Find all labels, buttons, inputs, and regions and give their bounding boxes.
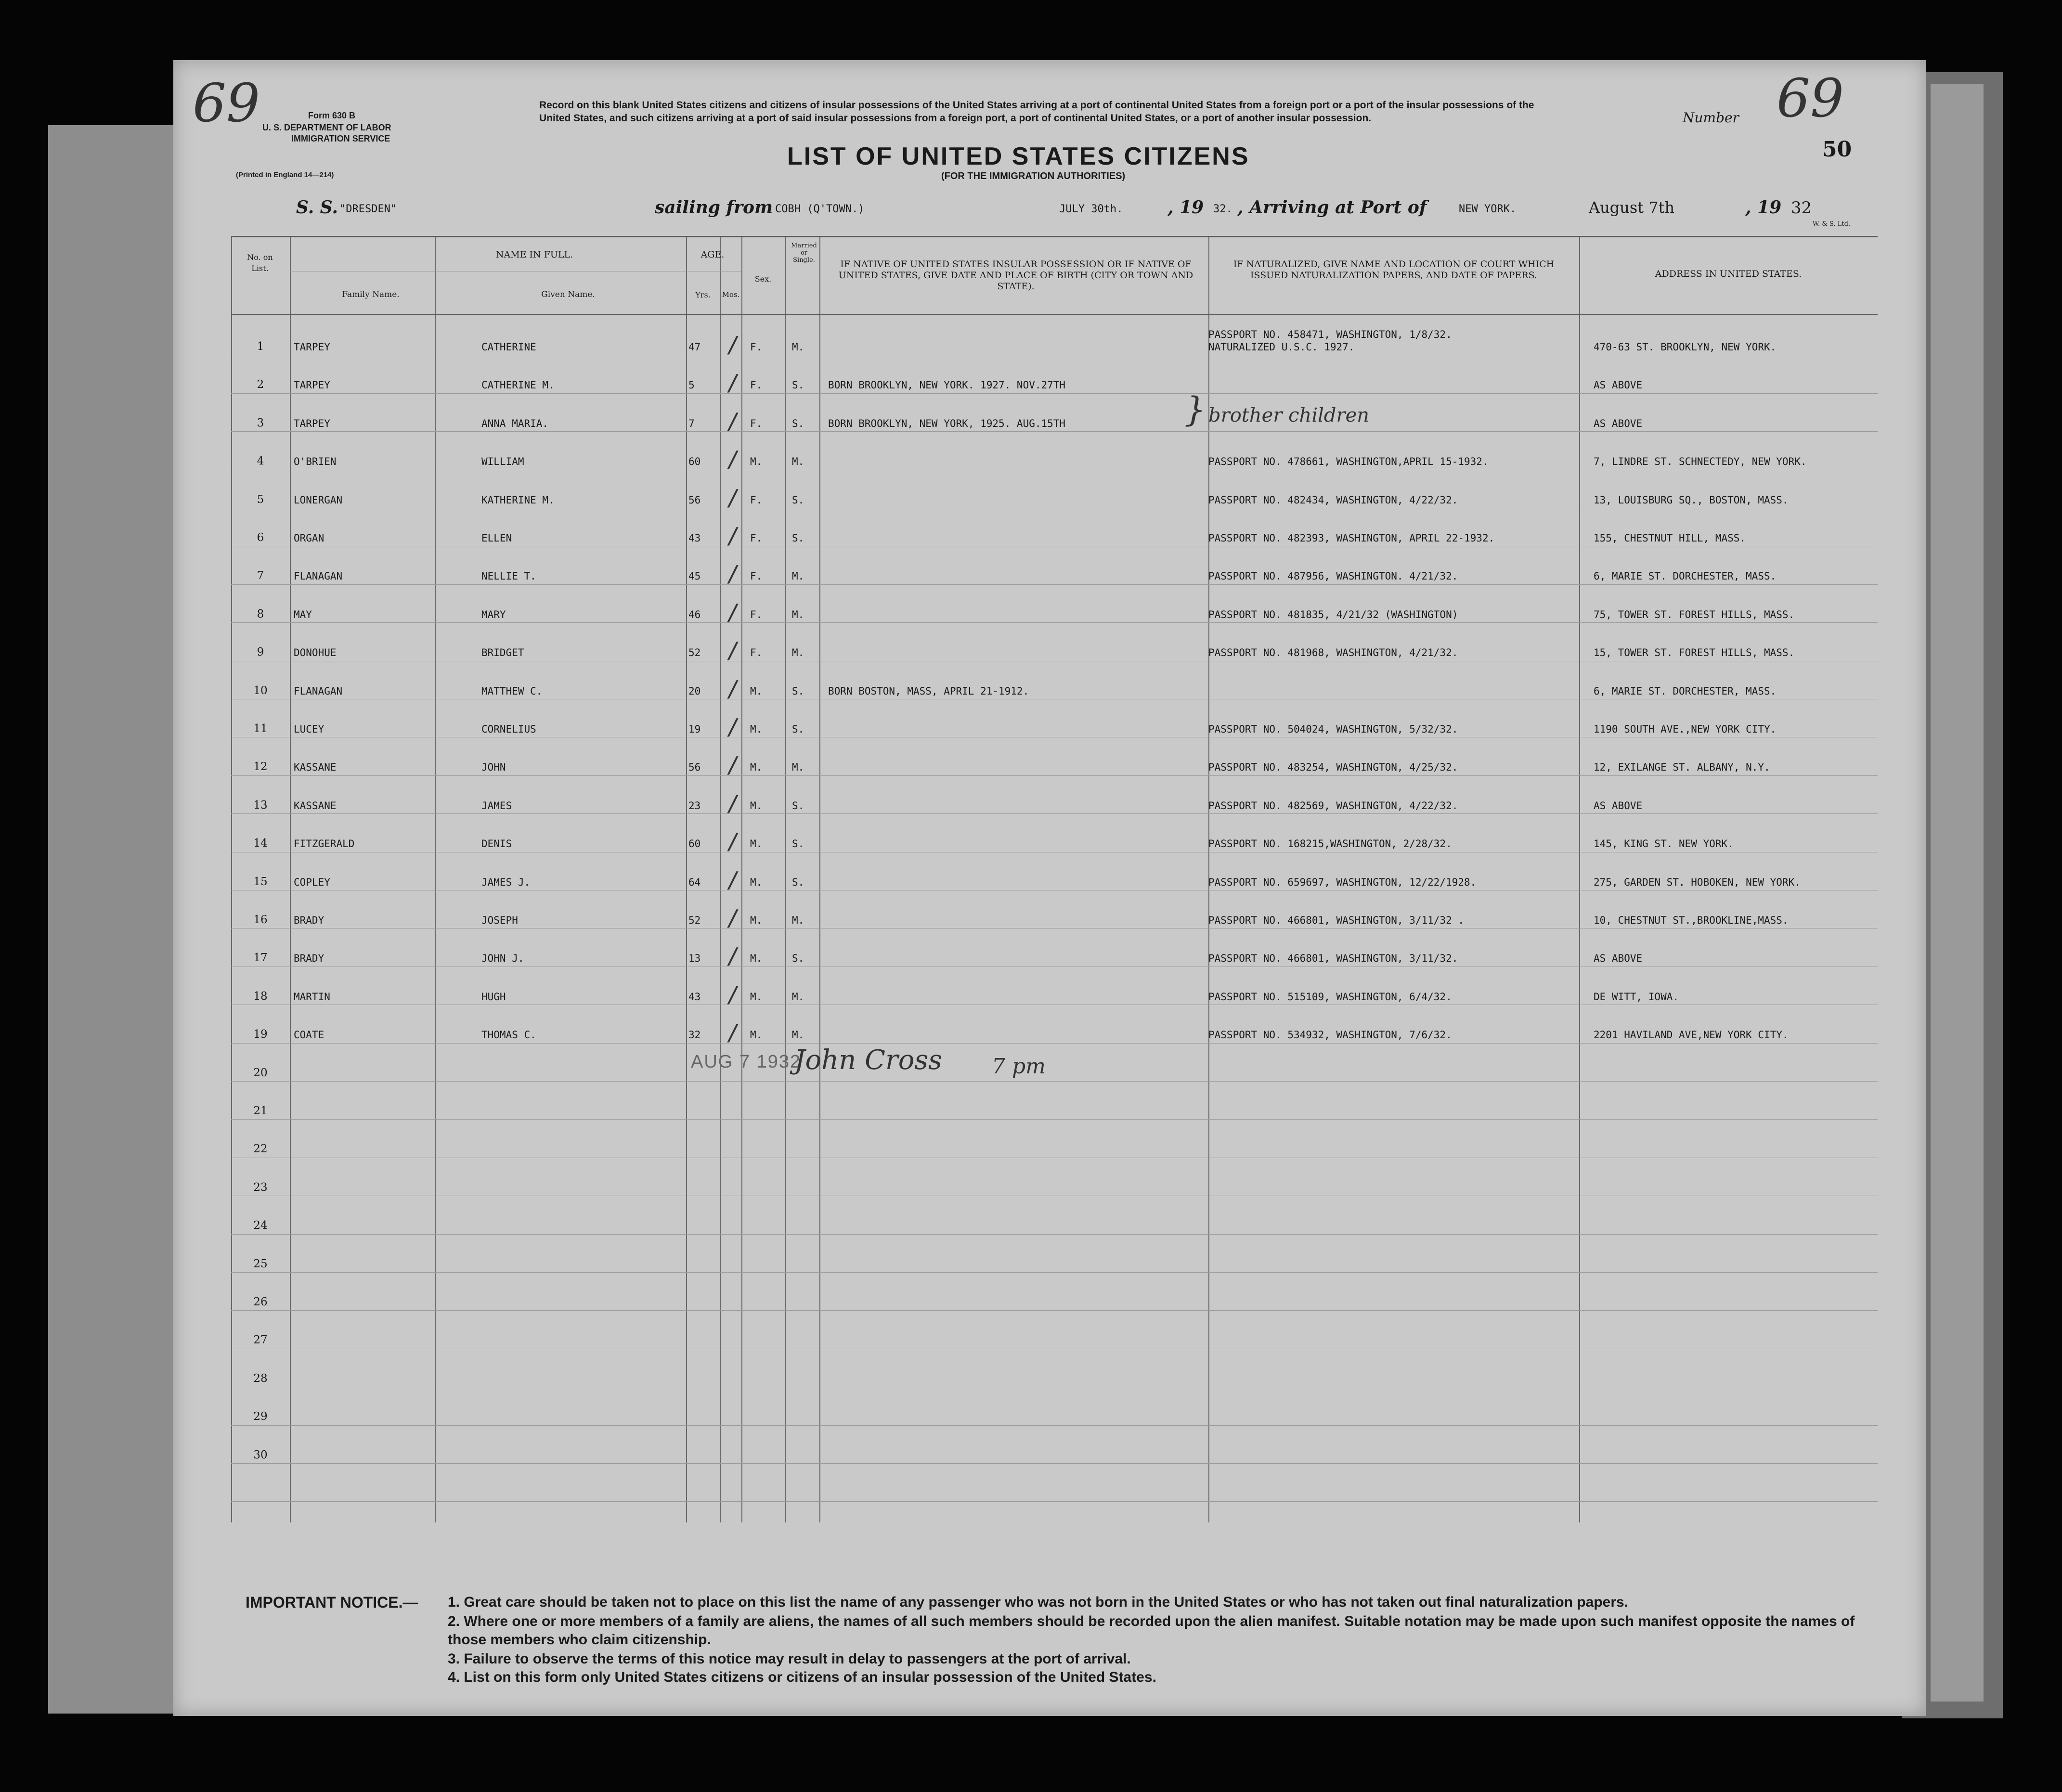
row-number: 24 (253, 1219, 268, 1232)
table-row-empty (231, 1200, 1878, 1238)
sex: M. (750, 685, 763, 697)
table-row (231, 398, 1878, 436)
sailing-label: sailing from (655, 197, 773, 218)
family-name: FLANAGAN (294, 570, 343, 582)
arrival-date: August 7th (1589, 198, 1675, 217)
row-number: 30 (253, 1448, 268, 1461)
table-row (231, 780, 1878, 818)
us-address: AS ABOVE (1594, 799, 1643, 812)
sex: M. (750, 1029, 763, 1041)
age: 7 (688, 417, 695, 429)
age: 64 (688, 876, 701, 888)
family-name: MARTIN (294, 991, 330, 1003)
form-number: Form 630 B (308, 111, 356, 120)
page-number-handwritten-left: 69 (193, 72, 260, 134)
family-name: LONERGAN (294, 494, 343, 506)
given-name: KATHERINE M. (481, 494, 555, 506)
table-row-empty (231, 1315, 1878, 1353)
marital-status: S. (792, 799, 804, 812)
table-row-empty (231, 1430, 1878, 1468)
family-name: COPLEY (294, 876, 330, 888)
rule-line (231, 1463, 1878, 1464)
row-number: 19 (253, 1028, 268, 1041)
marital-status: S. (792, 379, 804, 391)
table-row (231, 933, 1878, 971)
us-address: 6, MARIE ST. DORCHESTER, MASS. (1594, 570, 1777, 582)
family-name: ORGAN (294, 532, 324, 544)
rule-line (231, 775, 1878, 776)
marital-status: S. (792, 723, 804, 735)
marital-status: S. (792, 532, 804, 544)
given-name: WILLIAM (481, 456, 524, 468)
notice-item-4: 4. List on this form only United States citizens or citizens of an insular possession of the United States. (448, 1669, 1156, 1685)
family-name: FITZGERALD (294, 838, 355, 850)
marital-status: M. (792, 647, 804, 659)
table-row (231, 742, 1878, 780)
us-address: AS ABOVE (1594, 953, 1643, 965)
row-number: 14 (253, 837, 268, 850)
naturalization-papers: PASSPORT NO. 168215,WASHINGTON, 2/28/32. (1208, 838, 1452, 850)
table-row (231, 322, 1878, 360)
age: 45 (688, 570, 701, 582)
row-number: 1 (257, 340, 264, 353)
check-mark: / (727, 943, 740, 969)
given-name: ANNA MARIA. (481, 417, 549, 429)
us-address: 2201 HAVILAND AVE,NEW YORK CITY. (1594, 1029, 1789, 1041)
naturalization-papers: PASSPORT NO. 478661, WASHINGTON,APRIL 15-1932. (1208, 456, 1489, 468)
family-name: BRADY (294, 953, 324, 965)
table-row-empty (231, 1392, 1878, 1430)
printed-note: (Printed in England 14—214) (236, 171, 334, 179)
check-mark: / (727, 484, 740, 511)
instructions: Record on this blank United States citizens and citizens of insular possessions of the United States arriving at a port of continental United States from a foreign port or a port of the insular possessions of the United States, and such citizens arriving at a port of said insular possessions from a foreign port, a port of continental United States, or a port of another insular possession. (539, 100, 1534, 124)
age: 43 (688, 991, 701, 1003)
rule-line (231, 431, 1878, 432)
sex: M. (750, 838, 763, 850)
rule-line (231, 1234, 1878, 1235)
row-number: 26 (253, 1296, 268, 1308)
age: 32 (688, 1029, 701, 1041)
col-sex-header: Sex. (754, 274, 772, 284)
rule-line (231, 1272, 1878, 1273)
rule-line (231, 813, 1878, 814)
us-address: 75, TOWER ST. FOREST HILLS, MASS. (1594, 608, 1795, 620)
sex: M. (750, 799, 763, 812)
sex: F. (750, 608, 763, 620)
age: 13 (688, 953, 701, 965)
page-subtitle: (FOR THE IMMIGRATION AUTHORITIES) (941, 171, 1126, 181)
us-address: DE WITT, IOWA. (1594, 991, 1679, 1003)
marital-status: M. (792, 761, 804, 774)
given-name: MARY (481, 608, 506, 620)
row-number: 23 (253, 1181, 268, 1194)
naturalization-papers: PASSPORT NO. 466801, WASHINGTON, 3/11/32. (1208, 953, 1458, 965)
marital-status: S. (792, 953, 804, 965)
check-mark: / (727, 332, 740, 358)
family-name: TARPEY (294, 379, 330, 391)
table-row (231, 513, 1878, 551)
given-name: MATTHEW C. (481, 685, 543, 697)
us-address: 155, CHESTNUT HILL, MASS. (1594, 532, 1746, 544)
age: 5 (688, 379, 695, 391)
us-address: 10, CHESTNUT ST.,BROOKLINE,MASS. (1594, 915, 1789, 926)
sex: F. (750, 341, 763, 353)
given-name: JAMES J. (481, 876, 531, 888)
arrival-port: NEW YORK. (1459, 203, 1517, 215)
age: 52 (688, 915, 701, 926)
check-mark: / (727, 408, 740, 434)
department-label: U. S. DEPARTMENT OF LABOR (262, 123, 391, 132)
service-label: IMMIGRATION SERVICE (291, 134, 390, 143)
row-number: 8 (257, 607, 264, 620)
check-mark: / (727, 790, 740, 816)
marital-status: M. (792, 570, 804, 582)
table-row (231, 857, 1878, 895)
us-address: 7, LINDRE ST. SCHNECTEDY, NEW YORK. (1594, 456, 1807, 468)
table-row-empty (231, 1239, 1878, 1277)
table-row (231, 589, 1878, 627)
marital-status: M. (792, 341, 804, 353)
table-row-empty (231, 1277, 1878, 1315)
check-mark: / (727, 675, 740, 702)
table-row-empty (231, 1124, 1878, 1162)
marital-status: S. (792, 685, 804, 697)
check-mark: / (727, 599, 740, 625)
sex: M. (750, 761, 763, 774)
table-row (231, 704, 1878, 742)
table-row-empty (231, 1048, 1878, 1086)
given-name: CORNELIUS (481, 723, 536, 735)
given-name: JOHN (481, 761, 506, 774)
row-number: 4 (257, 455, 264, 468)
row-number: 21 (253, 1105, 268, 1117)
sex: F. (750, 417, 763, 429)
birth-info: BORN BOSTON, MASS, APRIL 21-1912. (828, 685, 1029, 697)
birth-info: BORN BROOKLYN, NEW YORK. 1927. NOV.27TH (828, 379, 1066, 391)
col-yrs-header: Yrs. (695, 290, 711, 299)
table-row (231, 895, 1878, 933)
table-row-empty (231, 1086, 1878, 1124)
table-row-empty (231, 1354, 1878, 1392)
us-address: 470-63 ST. BROOKLYN, NEW YORK. (1594, 341, 1777, 353)
check-mark: / (727, 637, 740, 664)
col-no-header: No. on List. (247, 253, 273, 273)
col-given-header: Given Name. (541, 290, 595, 299)
marital-status: M. (792, 1029, 804, 1041)
age: 52 (688, 647, 701, 659)
rule-line (231, 1425, 1878, 1426)
notice-item-1: 1. Great care should be taken not to place on this list the name of any passenger who was not born in the United States or who has not taken out final naturalization papers. (448, 1594, 1629, 1610)
age: 20 (688, 685, 701, 697)
sex: M. (750, 991, 763, 1003)
naturalization-papers: PASSPORT NO. 458471, WASHINGTON, 1/8/32. (1208, 329, 1452, 340)
table-row (231, 436, 1878, 474)
given-name: ELLEN (481, 532, 512, 544)
notice-label: IMPORTANT NOTICE.— (246, 1594, 418, 1611)
printer-mark: W. & S. Ltd. (1813, 220, 1851, 228)
family-name: KASSANE (294, 799, 337, 812)
naturalization-papers: PASSPORT NO. 481835, 4/21/32 (WASHINGTON) (1208, 608, 1458, 620)
number-label: Number (1683, 110, 1739, 126)
sailing-year: 32. (1213, 203, 1232, 215)
notice-item-2: 2. Where one or more members of a family are aliens, the names of all such members should be recorded upon the alien manifest. Suitable notation may be made upon such manifest opposite the names of those members who claim citizenship. (448, 1613, 1855, 1648)
given-name: HUGH (481, 991, 506, 1003)
row-number: 22 (253, 1143, 268, 1156)
time-note: 7 pm (992, 1054, 1046, 1079)
family-name: MAY (294, 608, 312, 620)
page-title: LIST OF UNITED STATES CITIZENS (787, 142, 1250, 170)
row-number: 25 (253, 1257, 268, 1270)
naturalization-papers: PASSPORT NO. 483254, WASHINGTON, 4/25/32. (1208, 761, 1458, 774)
us-address: 12, EXILANGE ST. ALBANY, N.Y. (1594, 761, 1770, 774)
ship-name: "DRESDEN" (339, 203, 397, 215)
family-name: TARPEY (294, 417, 330, 429)
col-name-header: NAME IN FULL. (495, 249, 573, 260)
row-number: 29 (253, 1410, 268, 1423)
marital-status: M. (792, 608, 804, 620)
sex: F. (750, 532, 763, 544)
naturalization-papers: PASSPORT NO. 466801, WASHINGTON, 3/11/32 . (1208, 915, 1465, 926)
brother-children-note: brother children (1208, 404, 1370, 426)
table-row (231, 627, 1878, 665)
col-address-header: ADDRESS IN UNITED STATES. (1655, 269, 1802, 279)
given-name: JAMES (481, 799, 512, 812)
col-married-header: Married or Single. (791, 242, 817, 264)
row-number: 28 (253, 1372, 268, 1385)
row-number: 11 (253, 722, 268, 735)
rule-line (231, 1081, 1878, 1082)
marital-status: S. (792, 838, 804, 850)
age: 23 (688, 799, 701, 812)
check-mark: / (727, 714, 740, 740)
naturalization-papers: PASSPORT NO. 481968, WASHINGTON, 4/21/32. (1208, 647, 1458, 659)
marital-status: M. (792, 991, 804, 1003)
col-age-header: AGE. (700, 249, 725, 260)
check-mark: / (727, 1019, 740, 1046)
marital-status: M. (792, 456, 804, 468)
arrival-stamp: AUG 7 1932 (691, 1052, 802, 1072)
year-prefix: , 19 (1167, 197, 1204, 218)
family-name: FLANAGAN (294, 685, 343, 697)
check-mark: / (727, 446, 740, 473)
check-mark: / (727, 905, 740, 931)
naturalization-papers: PASSPORT NO. 515109, WASHINGTON, 6/4/32. (1208, 991, 1452, 1003)
us-address: 13, LOUISBURG SQ., BOSTON, MASS. (1594, 494, 1789, 506)
table-row (231, 666, 1878, 704)
marital-status: S. (792, 417, 804, 429)
check-mark: / (727, 866, 740, 893)
family-name: COATE (294, 1029, 324, 1041)
row-number: 9 (257, 646, 264, 659)
marital-status: M. (792, 915, 804, 926)
col-native-header: IF NATIVE OF UNITED STATES INSULAR POSSESSION OR IF NATIVE OF UNITED STATES, GIVE DATE AND PLACE OF BIRTH (CITY OR TOWN AND STATE). (838, 259, 1193, 292)
check-mark: / (727, 370, 740, 396)
age: 56 (688, 494, 701, 506)
row-number: 2 (257, 378, 264, 391)
table-row (231, 360, 1878, 398)
notice-item-3: 3. Failure to observe the terms of this notice may result in delay to passengers at the port of arrival. (448, 1651, 1131, 1667)
departure-port: COBH (Q'TOWN.) (775, 203, 865, 215)
us-address: 1190 SOUTH AVE.,NEW YORK CITY. (1594, 723, 1777, 735)
rule-line (231, 622, 1878, 623)
age: 60 (688, 838, 701, 850)
table-row (231, 551, 1878, 589)
row-number: 6 (257, 531, 264, 544)
rule-line (231, 584, 1878, 585)
family-name: BRADY (294, 915, 324, 926)
check-mark: / (727, 523, 740, 549)
sex: M. (750, 915, 763, 926)
naturalization-papers: PASSPORT NO. 487956, WASHINGTON. 4/21/32. (1208, 570, 1458, 582)
row-number: 20 (253, 1066, 268, 1079)
page-number-handwritten-right: 69 (1777, 67, 1844, 129)
arriving-label: , Arriving at Port of (1237, 197, 1427, 218)
check-mark: / (727, 981, 740, 1007)
given-name: NELLIE T. (481, 570, 536, 582)
table-row (231, 818, 1878, 856)
col-naturalized-header: IF NATURALIZED, GIVE NAME AND LOCATION OF COURT WHICH ISSUED NATURALIZATION PAPERS, AND DATE OF PAPERS. (1233, 259, 1555, 281)
birth-info: BORN BROOKLYN, NEW YORK, 1925. AUG.15TH (828, 417, 1066, 429)
sex: M. (750, 876, 763, 888)
age: 46 (688, 608, 701, 620)
arrival-year-prefix: , 19 (1745, 197, 1782, 218)
family-name: KASSANE (294, 761, 337, 774)
sex: F. (750, 570, 763, 582)
family-name: O'BRIEN (294, 456, 337, 468)
sex: M. (750, 723, 763, 735)
family-name: TARPEY (294, 341, 330, 353)
us-address: 15, TOWER ST. FOREST HILLS, MASS. (1594, 647, 1795, 659)
given-name: JOSEPH (481, 915, 518, 926)
rule-line (231, 1310, 1878, 1311)
us-address: AS ABOVE (1594, 379, 1643, 391)
ss-label: S. S. (296, 197, 338, 218)
age: 19 (688, 723, 701, 735)
check-mark: / (727, 828, 740, 855)
given-name: DENIS (481, 838, 512, 850)
naturalization-papers: PASSPORT NO. 482569, WASHINGTON, 4/22/32. (1208, 799, 1458, 812)
family-name: DONOHUE (294, 647, 337, 659)
table-row (231, 475, 1878, 513)
page-edge-inner (1931, 84, 1984, 1702)
rule-line (231, 1501, 1878, 1502)
us-address: 145, KING ST. NEW YORK. (1594, 838, 1734, 850)
check-mark: / (727, 561, 740, 587)
row-number: 27 (253, 1334, 268, 1347)
row-number: 18 (253, 990, 268, 1003)
table-row (231, 971, 1878, 1009)
marital-status: S. (792, 876, 804, 888)
col-family-header: Family Name. (342, 290, 400, 299)
rule-line (231, 393, 1878, 394)
given-name: BRIDGET (481, 647, 524, 659)
given-name: CATHERINE (481, 341, 536, 353)
table-row-empty (231, 1162, 1878, 1200)
table-row (231, 1009, 1878, 1047)
naturalization-papers: PASSPORT NO. 482393, WASHINGTON, APRIL 22-1932. (1208, 532, 1495, 544)
sailing-date: JULY 30th. (1059, 203, 1123, 215)
row-number: 5 (257, 493, 264, 506)
sex: M. (750, 953, 763, 965)
naturalization-papers: PASSPORT NO. 534932, WASHINGTON, 7/6/32. (1208, 1029, 1452, 1041)
arrival-year: 32 (1791, 198, 1812, 218)
row-number: 13 (253, 799, 268, 812)
age: 56 (688, 761, 701, 774)
check-mark: / (727, 752, 740, 778)
row-number: 12 (253, 761, 268, 774)
sex: M. (750, 456, 763, 468)
age: 43 (688, 532, 701, 544)
row-number: 3 (257, 416, 264, 429)
age: 60 (688, 456, 701, 468)
inspector-signature: John Cross (794, 1044, 942, 1076)
given-name: THOMAS C. (481, 1029, 536, 1041)
brace-mark: } (1184, 390, 1206, 429)
row-number: 7 (257, 569, 264, 582)
age: 47 (688, 341, 701, 353)
sheet-number: 50 (1822, 137, 1852, 162)
rule-line (231, 1043, 1878, 1044)
sex: F. (750, 379, 763, 391)
row-number: 17 (253, 952, 268, 965)
passenger-table (231, 236, 1878, 1522)
naturalization-papers: PASSPORT NO. 504024, WASHINGTON, 5/32/32. (1208, 723, 1458, 735)
us-address: 275, GARDEN ST. HOBOKEN, NEW YORK. (1594, 876, 1801, 888)
given-name: CATHERINE M. (481, 379, 555, 391)
sex: F. (750, 494, 763, 506)
given-name: JOHN J. (481, 953, 524, 965)
naturalization-note: NATURALIZED U.S.C. 1927. (1208, 341, 1355, 353)
family-name: LUCEY (294, 723, 324, 735)
us-address: AS ABOVE (1594, 417, 1643, 429)
naturalization-papers: PASSPORT NO. 482434, WASHINGTON, 4/22/32. (1208, 494, 1458, 506)
row-number: 10 (253, 684, 268, 697)
rule-line (231, 1119, 1878, 1120)
row-number: 15 (253, 875, 268, 888)
col-mos-header: Mos. (722, 290, 740, 299)
sex: F. (750, 647, 763, 659)
naturalization-papers: PASSPORT NO. 659697, WASHINGTON, 12/22/1928. (1208, 876, 1477, 888)
marital-status: S. (792, 494, 804, 506)
row-number: 16 (253, 914, 268, 926)
us-address: 6, MARIE ST. DORCHESTER, MASS. (1594, 685, 1777, 697)
